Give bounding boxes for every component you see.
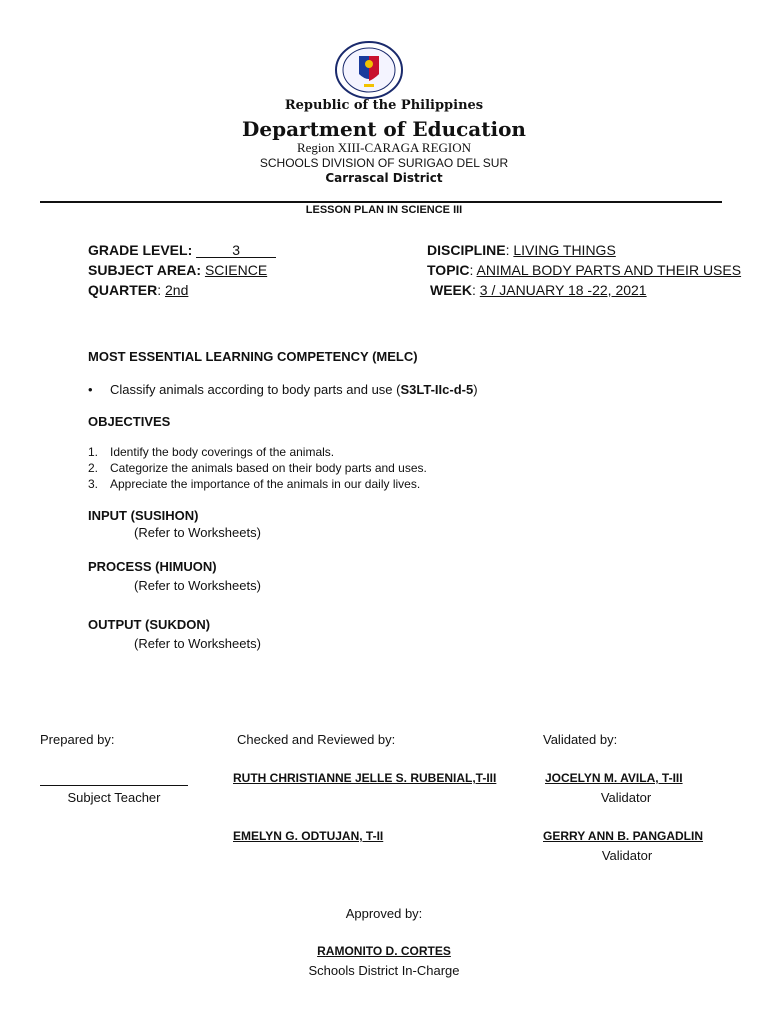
- grade-level-row: [88, 240, 276, 260]
- objective-number: 2.: [88, 461, 99, 475]
- quarter-label: QUARTER: [88, 282, 158, 298]
- topic-row: TOPIC: ANIMAL BODY PARTS AND THEIR USES: [427, 262, 742, 278]
- objective-text: Appreciate the importance of the animals in our daily lives.: [110, 477, 421, 491]
- deped-seal: [332, 40, 406, 100]
- input-note: (Refer to Worksheets): [134, 525, 261, 540]
- teacher-signature-line: [40, 785, 188, 786]
- checker1-name: RUTH CHRISTIANNE JELLE S. RUBENIAL,T-III: [233, 771, 497, 785]
- week-value: 3 / JANUARY 18 -22, 2021: [479, 282, 647, 298]
- validator2-role: Validator: [601, 848, 653, 863]
- objective-number: 1.: [88, 445, 99, 459]
- process-note: (Refer to Worksheets): [134, 578, 261, 593]
- melc-heading: MOST ESSENTIAL LEARNING COMPETENCY (MELC): [88, 349, 418, 364]
- grade-level-value: 3: [196, 243, 276, 258]
- division-line: SCHOOLS DIVISION OF SURIGAO DEL SUR: [259, 156, 509, 170]
- subject-area-row: [88, 260, 276, 280]
- info-right: [427, 240, 741, 300]
- melc-item: [88, 382, 478, 397]
- approver-name: RAMONITO D. CORTES: [317, 944, 451, 958]
- discipline-label: DISCIPLINE: [427, 242, 506, 258]
- week-row: WEEK: 3 / JANUARY 18 -22, 2021: [430, 282, 647, 298]
- week-label: WEEK: [430, 282, 472, 298]
- objective-text: Categorize the animals based on their body parts and uses.: [110, 461, 427, 475]
- input-heading: INPUT (SUSIHON): [88, 508, 199, 523]
- department-name: Department of Education: [242, 117, 526, 141]
- bullet-icon: •: [88, 382, 93, 397]
- objective-item: [88, 444, 427, 460]
- checker2-name: EMELYN G. ODTUJAN, T-II: [233, 829, 384, 843]
- melc-code: S3LT-IIc-d-5: [400, 382, 474, 397]
- objectives-list: [88, 444, 427, 492]
- discipline-value: LIVING THINGS: [513, 242, 616, 258]
- prepared-label: Prepared by:: [40, 732, 115, 747]
- info-left: [88, 240, 276, 300]
- header-divider: [40, 201, 722, 203]
- district-line: Carrascal District: [325, 171, 443, 185]
- region-line: Region XIII-CARAGA REGION: [296, 140, 472, 155]
- subject-area-label: SUBJECT AREA:: [88, 262, 202, 278]
- validator1-role: Validator: [600, 790, 652, 805]
- checked-label: Checked and Reviewed by:: [237, 732, 396, 747]
- topic-label: TOPIC: [427, 262, 470, 278]
- output-note: (Refer to Worksheets): [134, 636, 261, 651]
- quarter-row: QUARTER: 2nd: [88, 282, 189, 298]
- process-heading: PROCESS (HIMUON): [88, 559, 217, 574]
- republic-line: Republic of the Philippines: [284, 98, 484, 113]
- objective-item: [88, 476, 427, 492]
- lesson-title: LESSON PLAN IN SCIENCE III: [305, 204, 463, 216]
- subject-area-value: SCIENCE: [204, 262, 268, 278]
- objective-text: Identify the body coverings of the animals.: [110, 445, 335, 459]
- validated-label: Validated by:: [543, 732, 618, 747]
- melc-close: ): [473, 382, 478, 397]
- quarter-value: 2nd: [165, 282, 189, 298]
- validator1-name: JOCELYN M. AVILA, T-III: [545, 771, 683, 785]
- discipline-row: DISCIPLINE: LIVING THINGS: [427, 242, 616, 258]
- approved-label: Approved by:: [345, 906, 423, 921]
- grade-level-label: GRADE LEVEL:: [88, 242, 193, 258]
- teacher-role: Subject Teacher: [67, 790, 161, 805]
- objective-item: [88, 460, 427, 476]
- approver-role: Schools District In-Charge: [308, 963, 460, 978]
- output-heading: OUTPUT (SUKDON): [88, 617, 211, 632]
- melc-text: Classify animals according to body parts and use (: [110, 382, 401, 397]
- validator2-name: GERRY ANN B. PANGADLIN: [543, 829, 704, 843]
- topic-value: ANIMAL BODY PARTS AND THEIR USES: [476, 262, 742, 278]
- objectives-heading: OBJECTIVES: [88, 414, 171, 429]
- objective-number: 3.: [88, 477, 99, 491]
